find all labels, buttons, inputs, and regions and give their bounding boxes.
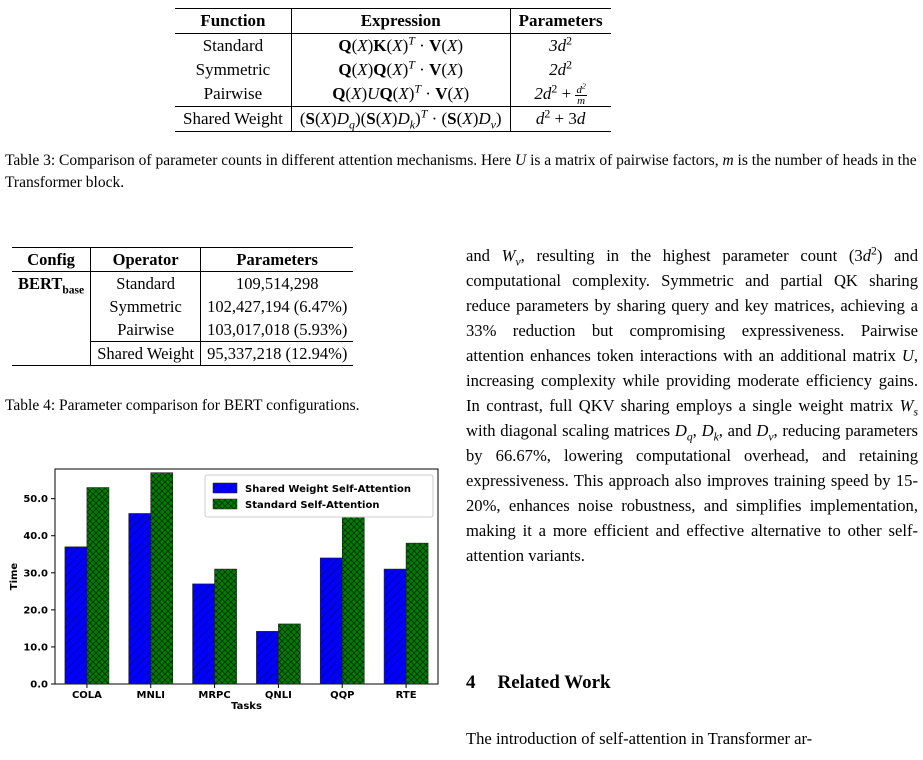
parameters-cell: 95,337,218 (12.94%) bbox=[201, 342, 354, 366]
x-tick-label: MRPC bbox=[198, 690, 231, 701]
parameters-cell: 103,017,018 (5.93%) bbox=[201, 318, 354, 342]
legend-swatch bbox=[213, 499, 237, 509]
header-parameters: Parameters bbox=[201, 248, 354, 272]
function-cell: Standard bbox=[202, 36, 264, 55]
bar-chart bbox=[0, 455, 450, 755]
table-4-caption: Table 4: Parameter comparison for BERT configurations. bbox=[5, 397, 360, 414]
bar bbox=[384, 569, 406, 684]
operator-cell: Shared Weight bbox=[91, 342, 201, 366]
expression-cell: $(S(X)D_q)(S(X)D_k)^T \cdot (S(X)D_v)$ bbox=[291, 107, 510, 132]
table-row bbox=[12, 272, 353, 296]
parameters-cell: $2d^2$ + $\frac{d^2}{m}$ bbox=[510, 82, 611, 107]
bar bbox=[129, 513, 151, 684]
y-tick-label: 10.0 bbox=[23, 642, 48, 654]
legend-label: Standard Self-Attention bbox=[245, 500, 380, 511]
operator-cell: Pairwise bbox=[91, 318, 201, 342]
table-row bbox=[175, 82, 611, 107]
config-cell: $BERT_{base}$ bbox=[18, 274, 85, 297]
table-3-caption: Table 3: Comparison of parameter counts in different attention mechanisms. Here U is a matrix of pairwise factors, m is the number of heads in the Transformer block. bbox=[5, 152, 917, 191]
bar bbox=[278, 624, 300, 684]
table-row bbox=[175, 34, 611, 59]
bar bbox=[65, 547, 87, 684]
bar bbox=[151, 473, 173, 684]
next-paragraph-line: The introduction of self-attention in Transformer ar- bbox=[466, 729, 813, 748]
table-3 bbox=[175, 8, 611, 132]
expression-text: $Q(X)K(X)^T \cdot V(X)$ bbox=[338, 33, 464, 55]
expression-cell: $Q(X)UQ(X)^T \cdot V(X)$ bbox=[291, 82, 510, 107]
expression-cell bbox=[291, 34, 510, 59]
table-row bbox=[175, 58, 611, 82]
bar bbox=[342, 517, 364, 684]
parameters-cell: 102,427,194 (6.47%) bbox=[201, 295, 354, 318]
header-operator: Operator bbox=[91, 248, 201, 272]
function-cell: Symmetric bbox=[195, 60, 271, 79]
y-tick-label: 30.0 bbox=[23, 568, 48, 580]
parameters-cell: 109,514,298 bbox=[201, 272, 354, 296]
bar bbox=[193, 584, 215, 684]
function-cell: Shared Weight bbox=[175, 107, 291, 132]
y-axis-label: Time bbox=[9, 562, 20, 591]
parameters-cell: $d^2 + 3d$ bbox=[510, 107, 611, 132]
operator-cell: Standard bbox=[91, 272, 201, 296]
bar bbox=[320, 558, 342, 684]
bar bbox=[215, 569, 237, 684]
section-number: 4 bbox=[466, 672, 476, 693]
header-config: Config bbox=[12, 248, 91, 272]
expression-cell: $Q(X)Q(X)^T \cdot V(X)$ bbox=[291, 58, 510, 82]
y-tick-label: 40.0 bbox=[23, 531, 48, 543]
operator-cell: Symmetric bbox=[91, 295, 201, 318]
section-heading bbox=[466, 672, 611, 694]
section-title: Related Work bbox=[497, 672, 611, 693]
parameters-cell: $3d^2$ bbox=[510, 34, 611, 59]
x-axis-label: Tasks bbox=[231, 701, 262, 712]
bar bbox=[87, 488, 109, 684]
legend-label: Shared Weight Self-Attention bbox=[245, 484, 411, 495]
header-function: Function bbox=[175, 9, 291, 34]
header-parameters: Parameters bbox=[510, 9, 611, 34]
x-tick-label: COLA bbox=[71, 690, 102, 701]
x-tick-label: MNLI bbox=[136, 690, 165, 701]
legend-swatch bbox=[213, 483, 237, 493]
body-paragraph: and $W_v$, resulting in the highest parameter count $(3d^2)$ and computational complexity. Symmetric and partial QK sharing reduce parameters by sharing query and key matrices, achieving a 33% reduction but compromising expressiveness. Pairwise attention enhances token interactions with an additional matrix U, increasing complexity while providing moderate efficiency gains. In contrast, full QKV sharing employs a single weight matrix $W_s$ with diagonal scaling matrices $D_q$, $D_k$, and $D_v$, reducing parameters by 66.67%, lowering computational overhead, and retaining expressiveness. This approach also improves training speed by 15-20%, enhances noise robustness, and simplifies implementation, making it a more efficient and effective alternative to other self-attention variants. bbox=[466, 244, 918, 565]
table-header-row bbox=[12, 248, 353, 272]
table-4 bbox=[12, 247, 353, 366]
y-tick-label: 20.0 bbox=[23, 605, 48, 617]
x-tick-label: QQP bbox=[330, 690, 355, 701]
header-expression: Expression bbox=[291, 9, 510, 34]
x-tick-label: RTE bbox=[395, 690, 417, 701]
function-cell: Pairwise bbox=[203, 84, 263, 103]
bar bbox=[406, 543, 428, 684]
y-tick-label: 0.0 bbox=[30, 679, 48, 691]
table-row bbox=[175, 107, 611, 132]
table-header-row bbox=[175, 9, 611, 34]
bar bbox=[256, 631, 278, 684]
x-tick-label: QNLI bbox=[264, 690, 292, 701]
y-tick-label: 50.0 bbox=[23, 494, 48, 506]
parameters-cell: $2d^2$ bbox=[510, 58, 611, 82]
